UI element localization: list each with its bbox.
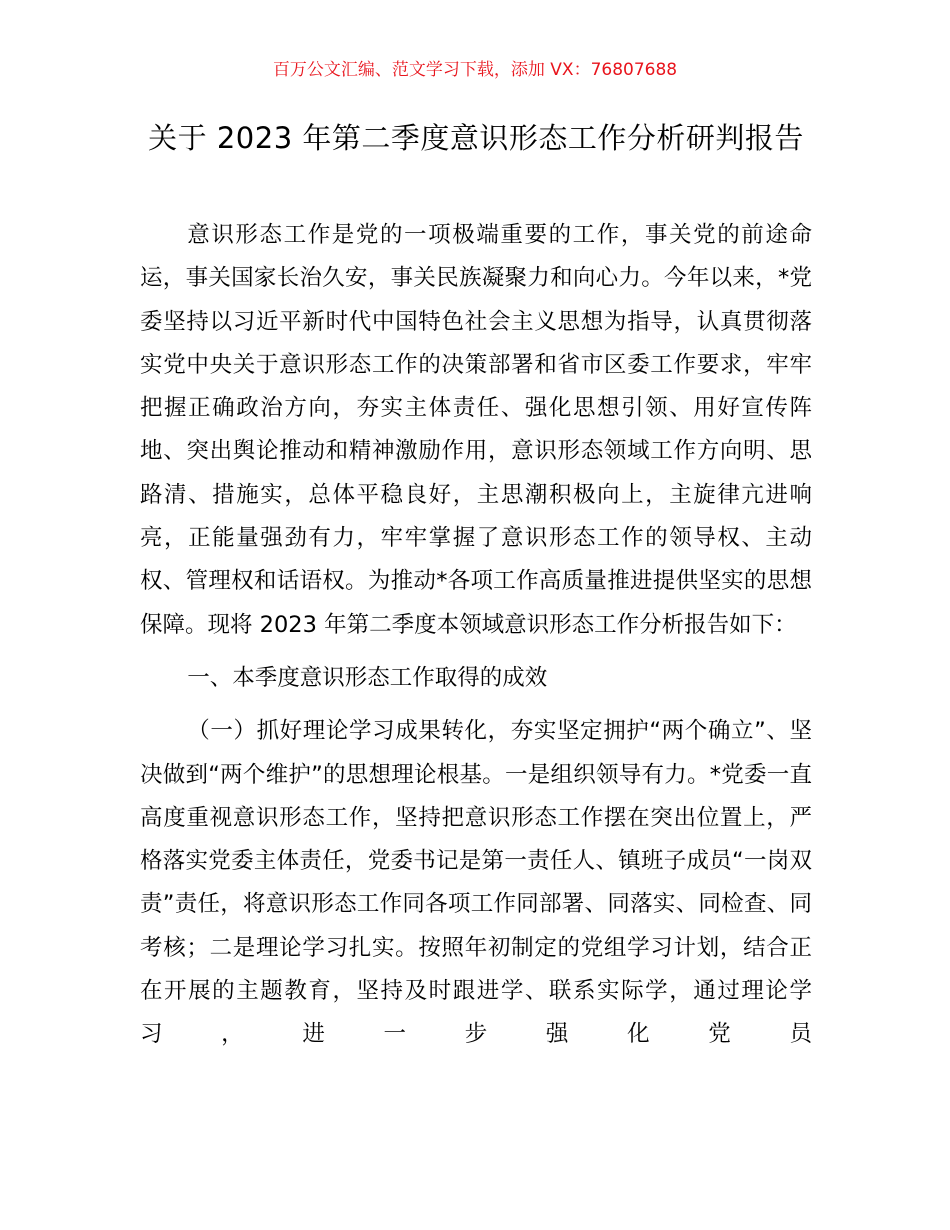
document-body (140, 214, 812, 1057)
watermark-header-note: 百万公文汇编、范文学习下载，添加 VX：76807688 (272, 60, 678, 80)
section-heading: 一、本季度意识形态工作取得的成效 (187, 664, 548, 691)
intro-paragraph: 意识形态工作是党的一项极端重要的工作，事关党的前途命运，事关国家长治久安，事关民族凝聚力和向心力。今年以来，*党委坚持以习近平新时代中国特色社会主义思想为指导，认真贯彻落实党中央关于意识形态工作的决策部署和省市区委工作要求，牢牢把握正确政治方向，夯实主体责任、强化思想引领、用好宣传阵地、突出舆论推动和精神激励作用，意识形态领域工作方向明、思路清、措施实，总体平稳良好，主思潮积极向上，主旋律亢进响亮，正能量强劲有力，牢牢掌握了意识形态工作的领导权、主动权、管理权和话语权。为推动*各项工作高质量推进提供坚实的思想保障。现将 2023 年第二季度本领域意识形态工作分析报告如下： (140, 222, 812, 638)
subsection-paragraph: （一）抓好理论学习成果转化，夯实坚定拥护“两个确立”、坚决做到“两个维护”的思想理论根基。一是组织领导有力。*党委一直高度重视意识形态工作，坚持把意识形态工作摆在突出位置上，严格落实党委主体责任，党委书记是第一责任人、镇班子成员“一岗双责”责任，将意识形态工作同各项工作同部署、同落实、同检查、同考核；二是理论学习扎实。按照年初制定的党组学习计划，结合正在开展的主题教育，坚持及时跟进学、联系实际学，通过理论学习，进一步强化党员 (140, 718, 812, 1048)
document-title: 关于 2023 年第二季度意识形态工作分析研判报告 (148, 121, 804, 155)
